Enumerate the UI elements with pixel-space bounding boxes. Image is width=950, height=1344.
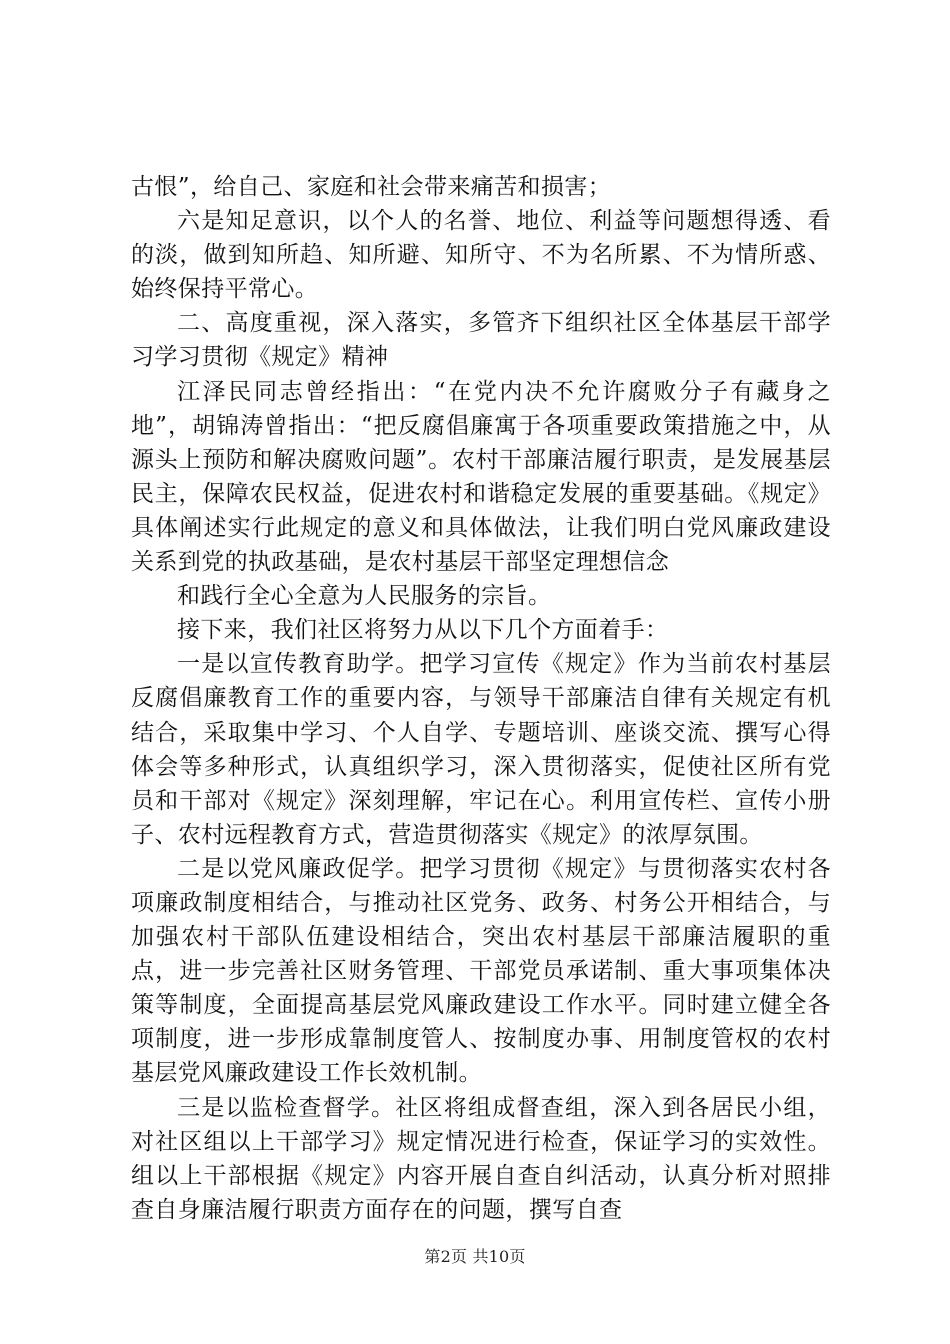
paragraph: 三是以监检查督学。社区将组成督查组，深入到各居民小组，对社区组以上干部学习》规定情况进行检查，保证学习的实效性。组以上干部根据《规定》内容开展自查自纠活动，认真分析对照排查自身廉洁履行职责方面存在的问题，撰写自查 (131, 1094, 831, 1223)
paragraph: 接下来，我们社区将努力从以下几个方面着手： (177, 617, 669, 644)
paragraph: 六是知足意识，以个人的名誉、地位、利益等问题想得透、看的淡，做到知所趋、知所避、知所守、不为名所累、不为情所惑、始终保持平常心。 (131, 208, 831, 303)
section-heading: 二、高度重视，深入落实，多管齐下组织社区全体基层干部学习学习贯彻《规定》精神 (131, 310, 831, 371)
paragraph: 和践行全心全意为人民服务的宗旨。 (177, 583, 552, 610)
paragraph: 二是以党风廉政促学。把学习贯彻《规定》与贯彻落实农村各项廉政制度相结合，与推动社区党务、政务、村务公开相结合，与加强农村干部队伍建设相结合，突出农村基层干部廉洁履职的重点，进一步完善社区财务管理、干部党员承诺制、重大事项集体决策等制度，全面提高基层党风廉政建设工作水平。同时建立健全各项制度，进一步形成靠制度管人、按制度办事、用制度管权的农村基层党风廉政建设工作长效机制。 (131, 855, 831, 1087)
page-number-footer: 第2页 共10页 (424, 1247, 526, 1266)
paragraph: 江泽民同志曾经指出：“在党内决不允许腐败分子有藏身之地”，胡锦涛曾指出：“把反腐倡廉寓于各项重要政策措施之中，从源头上预防和解决腐败问题”。农村干部廉洁履行职责，是发展基层民主，保障农民权益，促进农村和谐稳定发展的重要基础。《规定》具体阐述实行此规定的意义和具体做法，让我们明白党风廉政建设关系到党的执政基础，是农村基层干部坚定理想信念 (131, 378, 831, 576)
paragraph: 一是以宣传教育助学。把学习宣传《规定》作为当前农村基层反腐倡廉教育工作的重要内容，与领导干部廉洁自律有关规定有机结合，采取集中学习、个人自学、专题培训、座谈交流、撰写心得体会等多种形式，认真组织学习，深入贯彻落实，促使社区所有党员和干部对《规定》深刻理解，牢记在心。利用宣传栏、宣传小册子、农村远程教育方式，营造贯彻落实《规定》的浓厚氛围。 (131, 651, 831, 848)
paragraph: 古恨”，给自己、家庭和社会带来痛苦和损害； (131, 174, 612, 200)
document-body (131, 170, 831, 1227)
